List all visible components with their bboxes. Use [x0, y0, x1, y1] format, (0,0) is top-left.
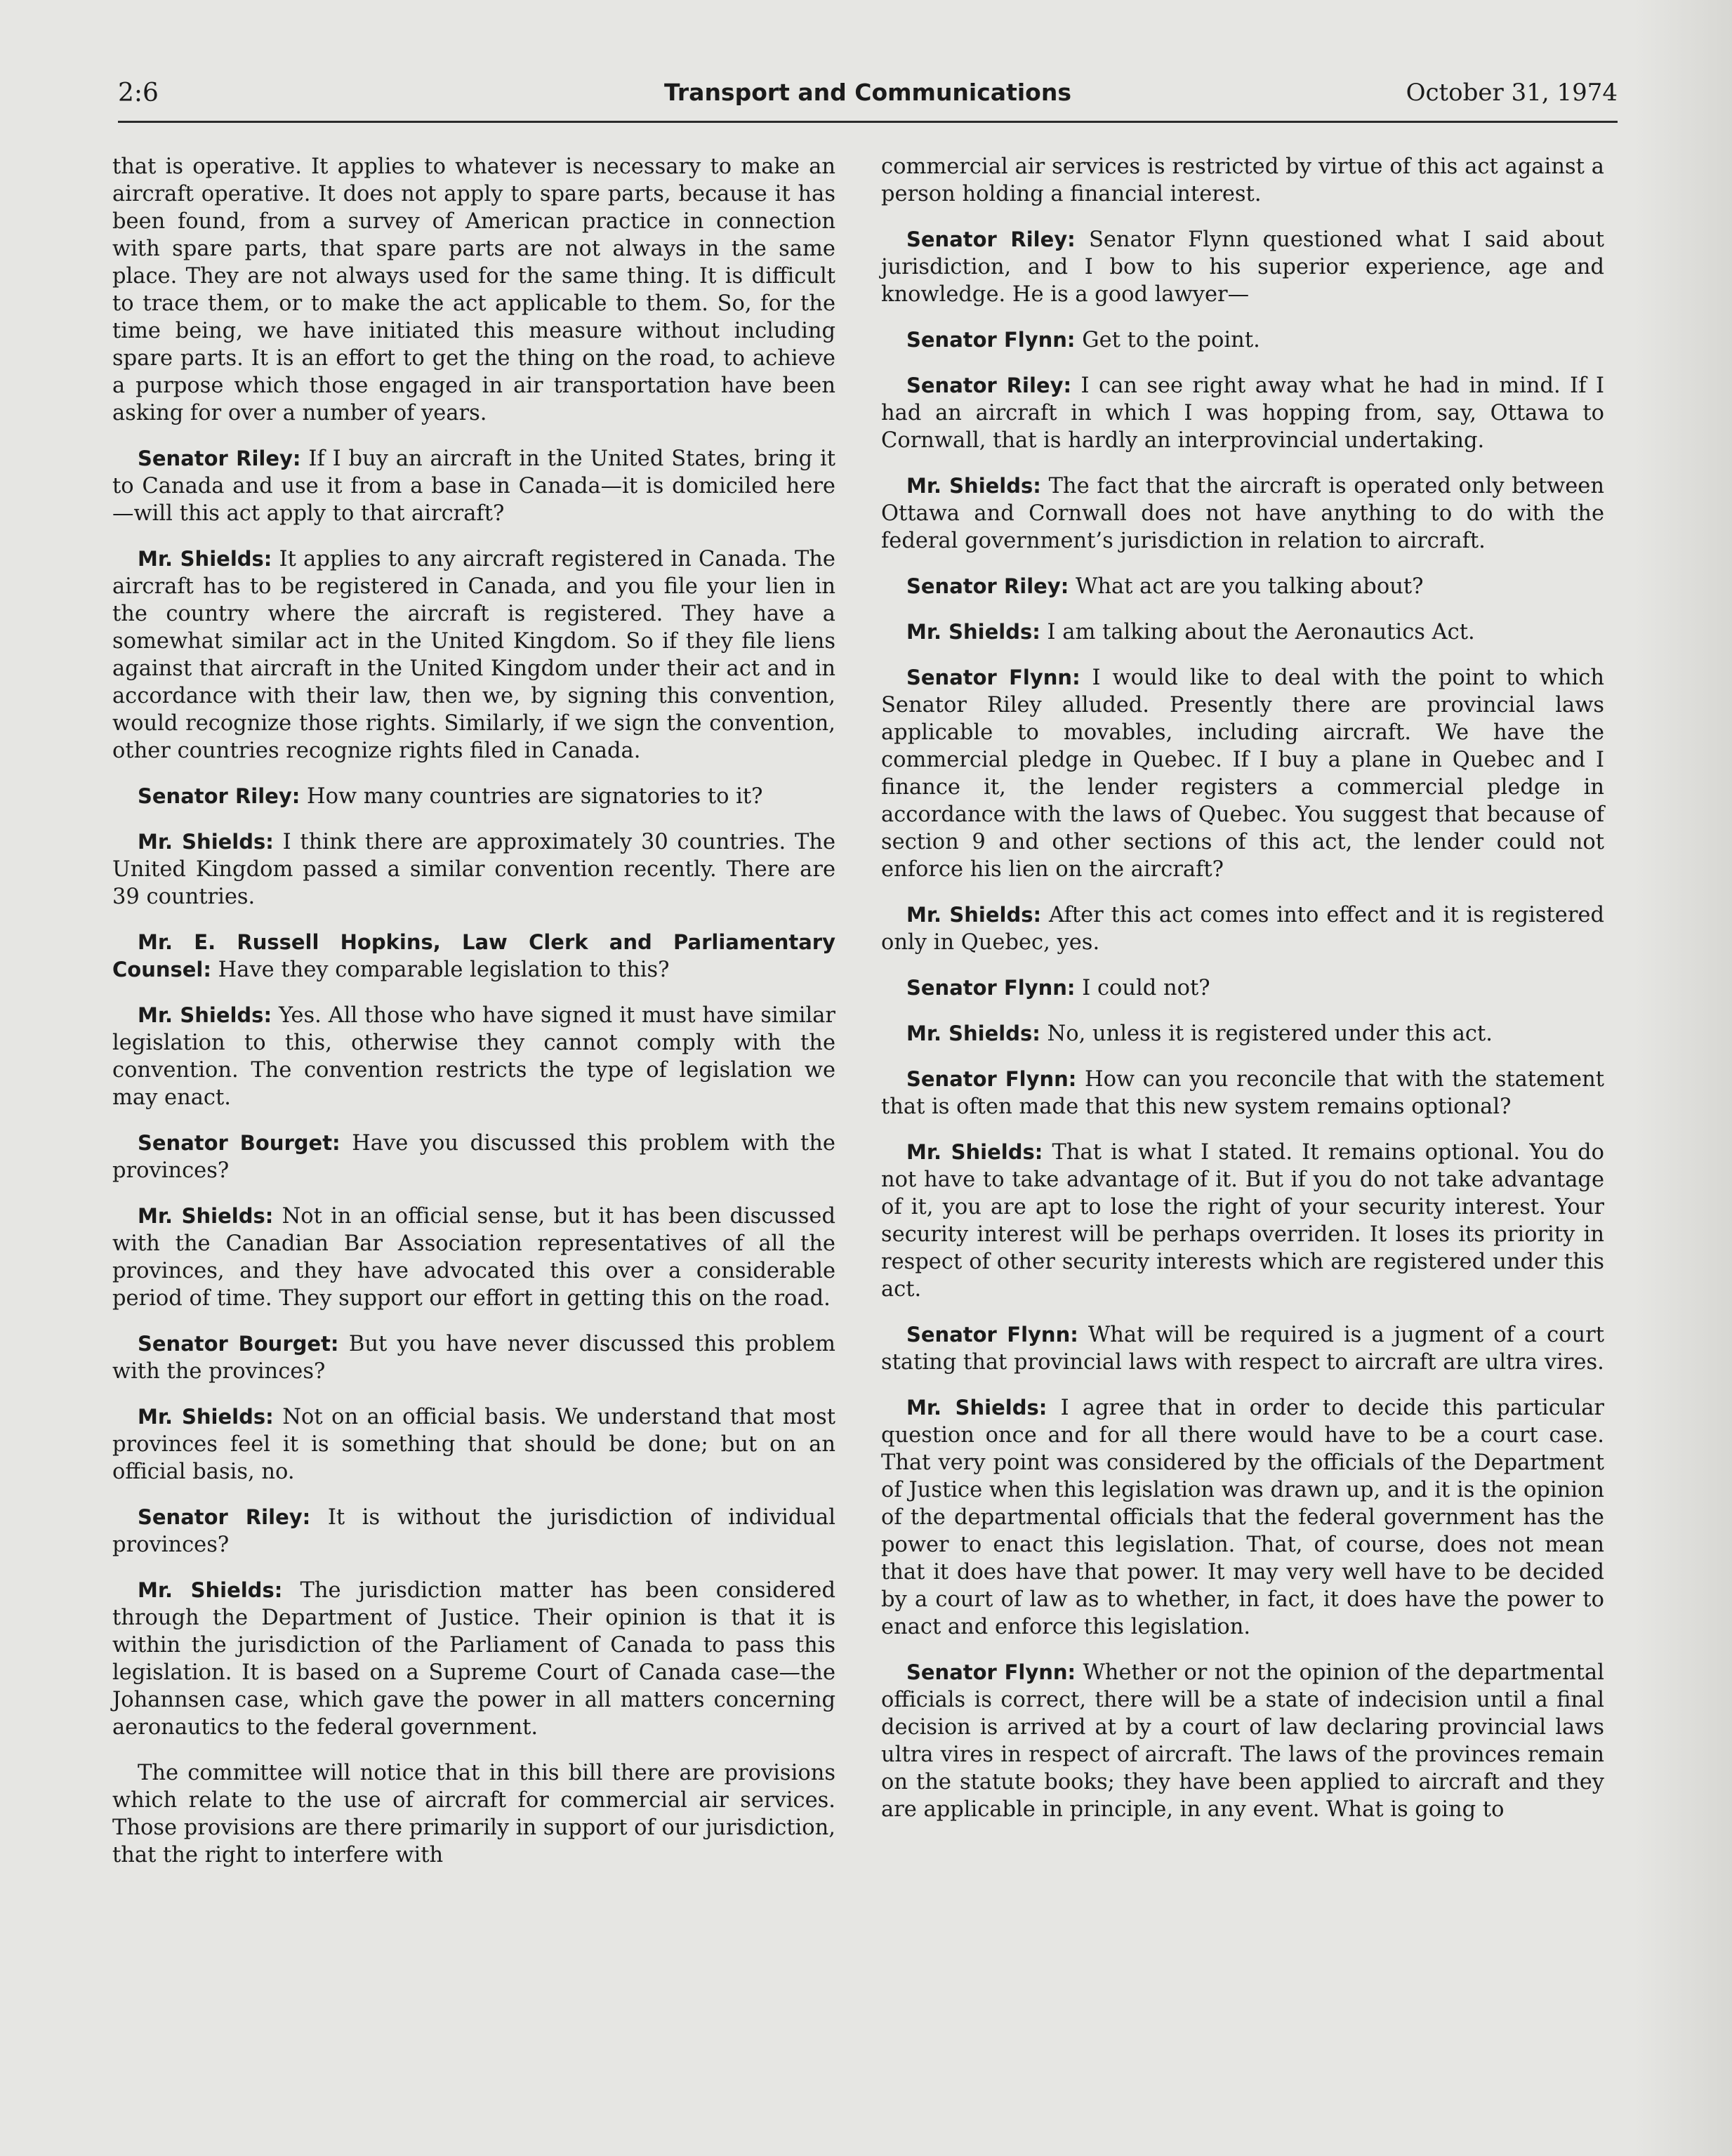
page-header: [118, 79, 1618, 123]
transcript-paragraph: [112, 783, 835, 810]
transcript-paragraph: [112, 1504, 835, 1559]
speaker-name: Senator Bourget:: [138, 1131, 341, 1155]
speaker-name: Senator Riley:: [906, 574, 1069, 598]
speaker-name: Senator Bourget:: [138, 1332, 339, 1356]
speaker-name: Mr. Shields:: [138, 1405, 274, 1429]
speaker-name: Senator Flynn:: [906, 328, 1076, 352]
speaker-name: Mr. Shields:: [138, 1204, 274, 1228]
transcript-paragraph: [881, 974, 1604, 1002]
speech-text: I am talking about the Aeronautics Act.: [1047, 620, 1475, 644]
speaker-name: Senator Riley:: [906, 227, 1076, 251]
speaker-name: Senator Flynn:: [906, 666, 1080, 689]
transcript-paragraph: [112, 153, 835, 427]
speech-text: The jurisdiction matter has been considered through the Department of Justice. Their opinion is that it is within the jurisdiction of the Parliament of Canada to pass this legislation. It is based on a Supreme Court of Canada case—the Johannsen case, which gave the power in all matters concerning aeronautics to the federal government.: [112, 1578, 835, 1740]
transcript-paragraph: [881, 1066, 1604, 1120]
transcript-paragraph: [881, 619, 1604, 646]
transcript-paragraph: [112, 1403, 835, 1486]
speaker-name: Mr. Shields:: [138, 830, 274, 854]
transcript-paragraph: [881, 226, 1604, 308]
transcript-paragraph: [881, 1321, 1604, 1376]
speaker-name: Senator Riley:: [138, 1505, 311, 1529]
transcript-paragraph: [881, 1139, 1604, 1303]
transcript-paragraph: [112, 1330, 835, 1385]
speech-text: I could not?: [1082, 976, 1210, 1000]
transcript-paragraph: [112, 1759, 835, 1869]
show-through-edge: [1634, 0, 1732, 2156]
left-column: [112, 153, 835, 1887]
speech-text: If I buy an aircraft in the United States, bring it to Canada and use it from a base in Canada—it is domiciled here—will this act apply to that aircraft?: [112, 447, 835, 526]
transcript-paragraph: [112, 1130, 835, 1184]
speech-text: Whether or not the opinion of the departmental officials is correct, there will be a state of indecision until a final decision is arrived at by a court of law declaring provincial laws ultra vires in respect of aircraft. The laws of the provinces remain on the statute books; they have been applied to aircraft and they are applicable in principle, in any event. What is going to: [881, 1660, 1604, 1822]
transcript-paragraph: [881, 153, 1604, 208]
speaker-name: Senator Flynn:: [906, 976, 1076, 1000]
right-column: [881, 153, 1604, 1841]
transcript-paragraph: [112, 929, 835, 984]
speech-text: It is without the jurisdiction of individual provinces?: [112, 1505, 836, 1557]
speech-text: Not on an official basis. We understand that most provinces feel it is something that should be done; but on an official basis, no.: [112, 1405, 835, 1484]
running-title: Transport and Communications: [664, 79, 1071, 106]
transcript-paragraph: [881, 326, 1604, 354]
speaker-name: Mr. Shields:: [906, 620, 1040, 644]
speech-text: That is what I stated. It remains optional. You do not have to take advantage of it. But if you do not take advantage of it, you are apt to lose the right of your security interest. Your security interest will be perhaps overriden. It loses its priority in respect of other security interests which are registered under this act.: [881, 1140, 1604, 1302]
speaker-name: Mr. Shields:: [906, 1140, 1043, 1164]
speaker-name: Senator Flynn:: [906, 1323, 1078, 1347]
speaker-name: Mr. Shields:: [906, 1021, 1040, 1045]
transcript-paragraph: [881, 901, 1604, 956]
speaker-name: Senator Riley:: [138, 447, 301, 470]
speaker-name: Senator Riley:: [138, 784, 300, 808]
transcript-paragraph: [881, 1659, 1604, 1823]
transcript-paragraph: [112, 445, 835, 527]
speaker-name: Mr. Shields:: [906, 903, 1042, 927]
speech-text: It applies to any aircraft registered in Canada. The aircraft has to be registered in Canada, and you file your lien in the country where the aircraft is registered. They have a somewhat similar act in the United Kingdom. So if they file liens against that aircraft in the United Kingdom under their act and in accordance with their law, then we, by signing this convention, would recognize those rights. Similarly, if we sign the convention, other countries recognize rights filed in Canada.: [112, 547, 835, 763]
speaker-name: Senator Flynn:: [906, 1067, 1077, 1091]
speaker-name: Senator Riley:: [906, 373, 1072, 397]
speech-text: I would like to deal with the point to which Senator Riley alluded. Presently there are provincial laws applicable to movables, including aircraft. We have the commercial pledge in Quebec. If I buy a plane in Quebec and I finance it, the lender registers a commercial pledge in accordance with the laws of Quebec. You suggest that because of section 9 and other sections of this act, the lender could not enforce his lien on the aircraft?: [881, 666, 1605, 882]
speaker-name: Mr. Shields:: [138, 1578, 283, 1602]
transcript-paragraph: [881, 372, 1604, 454]
speech-text: No, unless it is registered under this act.: [1047, 1021, 1493, 1046]
speech-text: I think there are approximately 30 countries. The United Kingdom passed a similar convention recently. There are 39 countries.: [112, 830, 835, 909]
speech-text: Not in an official sense, but it has been discussed with the Canadian Bar Association representatives of all the provinces, and they have advocated this over a considerable period of time. They support our effort in getting this on the road.: [112, 1204, 835, 1311]
transcript-paragraph: [881, 1394, 1604, 1641]
speech-text: What will be required is a jugment of a court stating that provincial laws with respect to aircraft are ultra vires.: [881, 1323, 1604, 1375]
speech-text: commercial air services is restricted by virtue of this act against a person holding a financial interest.: [881, 154, 1604, 206]
speech-text: Get to the point.: [1082, 328, 1260, 352]
speech-text: that is operative. It applies to whatever is necessary to make an aircraft operative. It does not apply to spare parts, because it has been found, from a survey of American practice in connection with spare parts, that spare parts are not always in the same place. They are not always used for the same thing. It is difficult to trace them, or to make the act applicable to them. So, for the time being, we have initiated this measure without including spare parts. It is an effort to get the thing on the road, to achieve a purpose which those engaged in air transportation have been asking for over a number of years.: [112, 154, 835, 425]
page-number: 2:6: [118, 79, 159, 107]
speech-text: The committee will notice that in this bill there are provisions which relate to the use of aircraft for commercial air services. Those provisions are there primarily in support of our jurisdiction, that the right to interfere with: [112, 1761, 835, 1867]
transcript-paragraph: [881, 573, 1604, 600]
speaker-name: Mr. Shields:: [138, 547, 272, 571]
transcript-paragraph: [112, 1577, 835, 1741]
speech-text: The fact that the aircraft is operated only between Ottawa and Cornwall does not have anything to do with the federal government’s jurisdiction in relation to aircraft.: [881, 474, 1604, 553]
speaker-name: Mr. E. Russell Hopkins, Law Clerk and Parliamentary Counsel:: [112, 930, 835, 981]
speech-text: How can you reconcile that with the statement that is often made that this new system remains optional?: [881, 1067, 1604, 1119]
speech-text: How many countries are signatories to it?: [307, 784, 763, 809]
transcript-paragraph: [112, 545, 835, 765]
transcript-paragraph: [881, 664, 1604, 883]
speech-text: What act are you talking about?: [1076, 574, 1424, 599]
speaker-name: Mr. Shields:: [138, 1003, 272, 1027]
speech-text: But you have never discussed this problem with the provinces?: [112, 1332, 835, 1384]
transcript-paragraph: [112, 828, 835, 911]
speech-text: Yes. All those who have signed it must have similar legislation to this, otherwise they cannot comply with the convention. The convention restricts the type of legislation we may enact.: [112, 1003, 835, 1110]
transcript-paragraph: [112, 1203, 835, 1312]
speech-text: Senator Flynn questioned what I said about jurisdiction, and I bow to his superior experience, age and knowledge. He is a good lawyer—: [881, 227, 1605, 307]
speech-text: Have you discussed this problem with the provinces?: [112, 1131, 835, 1183]
header-date: October 31, 1974: [1406, 79, 1618, 107]
speech-text: After this act comes into effect and it is registered only in Quebec, yes.: [881, 903, 1605, 955]
transcript-paragraph: [112, 1002, 835, 1111]
speaker-name: Senator Flynn:: [906, 1660, 1076, 1684]
speaker-name: Mr. Shields:: [906, 1396, 1047, 1420]
transcript-paragraph: [881, 472, 1604, 555]
speech-text: Have they comparable legislation to this?: [218, 958, 670, 982]
speech-text: I agree that in order to decide this particular question once and for all there would have to be a court case. That very point was considered by the officials of the Department of Justice when this legislation was drawn up, and it is the opinion of the departmental officials that the federal government has the power to enact this legislation. That, of course, does not mean that it does have that power. It may very well have to be decided by a court of law as to whether, in fact, it does have the power to enact and enforce this legislation.: [881, 1396, 1604, 1639]
transcript-paragraph: [881, 1020, 1604, 1047]
speaker-name: Mr. Shields:: [906, 474, 1041, 498]
speech-text: I can see right away what he had in mind. If I had an aircraft in which I was hopping from, say, Ottawa to Cornwall, that is hardly an interprovincial undertaking.: [881, 373, 1604, 453]
